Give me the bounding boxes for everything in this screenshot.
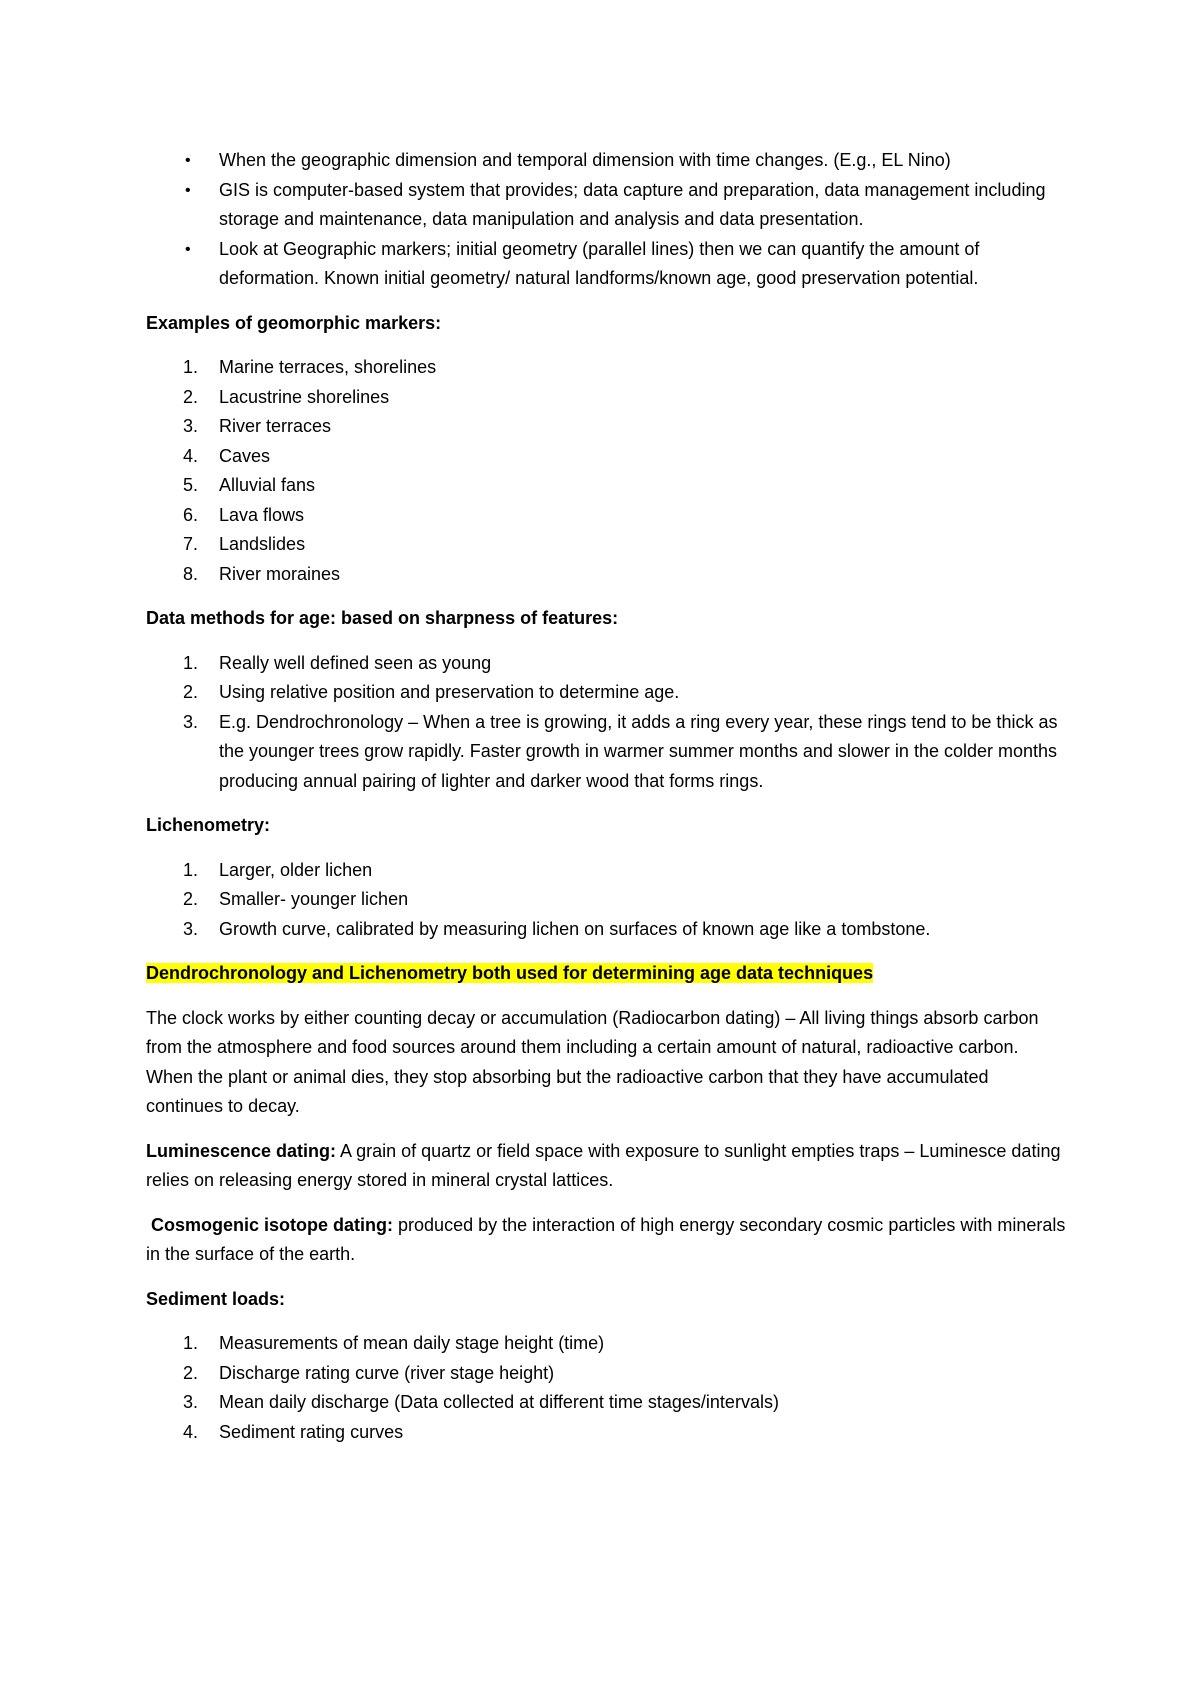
list-item — [146, 353, 1066, 383]
cosmogenic-colon: : — [387, 1214, 394, 1235]
list-item-text: Growth curve, calibrated by measuring lichen on surfaces of known age like a tombstone. — [219, 918, 931, 939]
bullet-item — [146, 146, 1066, 176]
list-number: 3. — [183, 711, 199, 732]
bullet-marker: • — [185, 240, 191, 258]
list-item-text: Caves — [219, 445, 271, 466]
highlighted-heading-text: Dendrochronology and Lichenometry both used for determining age data techniques — [146, 963, 874, 983]
list-item-text: Alluvial fans — [219, 475, 316, 495]
list-number: 3. — [183, 416, 199, 436]
list-item-text: Mean daily discharge (Data collected at different time stages/intervals) — [219, 1392, 779, 1412]
luminescence-label: Luminescence dating — [146, 1140, 331, 1161]
list-item-text: Really well defined seen as young — [219, 652, 492, 673]
luminescence-colon: : — [330, 1140, 337, 1161]
radiocarbon-paragraph: The clock works by either counting decay or accumulation (Radiocarbon dating) – All living things absorb carbon from the atmosphere and food sources around them including a certain amount of natural, radioactive carbon. When the plant or animal dies, they stop absorbing but the radioactive carbon that they have accumulated continues to decay. — [146, 1007, 1039, 1116]
list-item-text: Using relative position and preservation to determine age. — [219, 682, 680, 702]
list-item — [146, 885, 1066, 915]
list-item — [146, 501, 1066, 531]
list-item — [146, 1388, 1066, 1418]
list-number: 3. — [183, 1392, 199, 1412]
luminescence-paragraph — [146, 1137, 1066, 1196]
bullet-item — [146, 176, 1066, 235]
geomorphic-markers-heading: Examples of geomorphic markers: — [146, 312, 442, 333]
cosmogenic-paragraph — [146, 1211, 1071, 1270]
luminescence-text: A grain of quartz or field space with exposure to sunlight empties traps – Luminesce dating relies on releasing energy stored in mineral crystal lattices. — [146, 1140, 1061, 1190]
list-item — [146, 856, 1066, 886]
list-number: 4. — [183, 445, 199, 466]
cosmogenic-label: Cosmogenic isotope dating — [146, 1214, 388, 1235]
list-item — [146, 1329, 1066, 1359]
list-item-text: Smaller- younger lichen — [219, 889, 409, 909]
list-item-text: Sediment rating curves — [219, 1421, 404, 1442]
list-number: 3. — [183, 918, 199, 939]
list-item-text: River moraines — [219, 563, 341, 584]
list-number: 1. — [183, 357, 199, 377]
list-number: 1. — [183, 1333, 199, 1353]
lichenometry-list — [146, 856, 1066, 945]
list-item-text: Marine terraces, shorelines — [219, 357, 437, 377]
list-item-text: E.g. Dendrochronology – When a tree is growing, it adds a ring every year, these rings tend to be thick as the younger trees grow rapidly. Faster growth in warmer summer months and slower in the colder months producing annual pairing of lighter and darker wood that forms rings. — [219, 711, 1058, 791]
list-item — [146, 412, 1066, 442]
list-item — [146, 708, 1066, 797]
list-item-text: Larger, older lichen — [219, 859, 373, 880]
list-item — [146, 471, 1066, 501]
list-item — [146, 649, 1066, 679]
bullet-list — [146, 146, 1066, 294]
bullet-text: When the geographic dimension and temporal dimension with time changes. (E.g., EL Nino) — [219, 150, 951, 170]
list-number: 2. — [183, 889, 199, 909]
list-number: 2. — [183, 1362, 199, 1383]
document-body — [146, 146, 1071, 1447]
list-number: 8. — [183, 563, 199, 584]
list-item — [146, 678, 1066, 708]
list-number: 1. — [183, 652, 199, 673]
data-methods-list — [146, 649, 1066, 797]
list-number: 2. — [183, 386, 199, 407]
bullet-text: Look at Geographic markers; initial geometry (parallel lines) then we can quantify the amount of deformation. Known initial geometry/ natural landforms/known age, good preservation potential. — [219, 238, 980, 288]
data-methods-heading: Data methods for age: based on sharpness of features: — [146, 608, 619, 628]
list-number: 1. — [183, 859, 199, 880]
sediment-loads-heading: Sediment loads: — [146, 1288, 286, 1309]
list-number: 4. — [183, 1421, 199, 1442]
list-item-text: River terraces — [219, 416, 332, 436]
list-number: 6. — [183, 504, 199, 525]
cosmogenic-text: produced by the interaction of high energy secondary cosmic particles with minerals in the surface of the earth. — [146, 1214, 1071, 1264]
list-item — [146, 915, 1066, 945]
bullet-marker: • — [185, 181, 191, 199]
bullet-text: GIS is computer-based system that provides; data capture and preparation, data management including storage and maintenance, data manipulation and analysis and data presentation. — [219, 179, 1046, 229]
list-item-text: Discharge rating curve (river stage height) — [219, 1362, 555, 1383]
list-item — [146, 560, 1066, 590]
list-number: 5. — [183, 475, 199, 495]
list-item-text: Measurements of mean daily stage height (time) — [219, 1333, 605, 1353]
list-item — [146, 442, 1066, 472]
list-item — [146, 530, 1066, 560]
list-item — [146, 1359, 1066, 1389]
sediment-loads-list — [146, 1329, 1066, 1447]
bullet-marker: • — [185, 152, 191, 169]
list-number: 2. — [183, 682, 199, 702]
list-number: 7. — [183, 534, 199, 554]
highlighted-heading — [146, 959, 1066, 989]
geomorphic-markers-list — [146, 353, 1066, 589]
lichenometry-heading: Lichenometry: — [146, 815, 271, 835]
list-item-text: Lava flows — [219, 504, 305, 525]
bullet-item — [146, 235, 1066, 294]
list-item-text: Lacustrine shorelines — [219, 386, 390, 407]
list-item — [146, 1418, 1066, 1448]
list-item — [146, 383, 1066, 413]
list-item-text: Landslides — [219, 534, 306, 554]
